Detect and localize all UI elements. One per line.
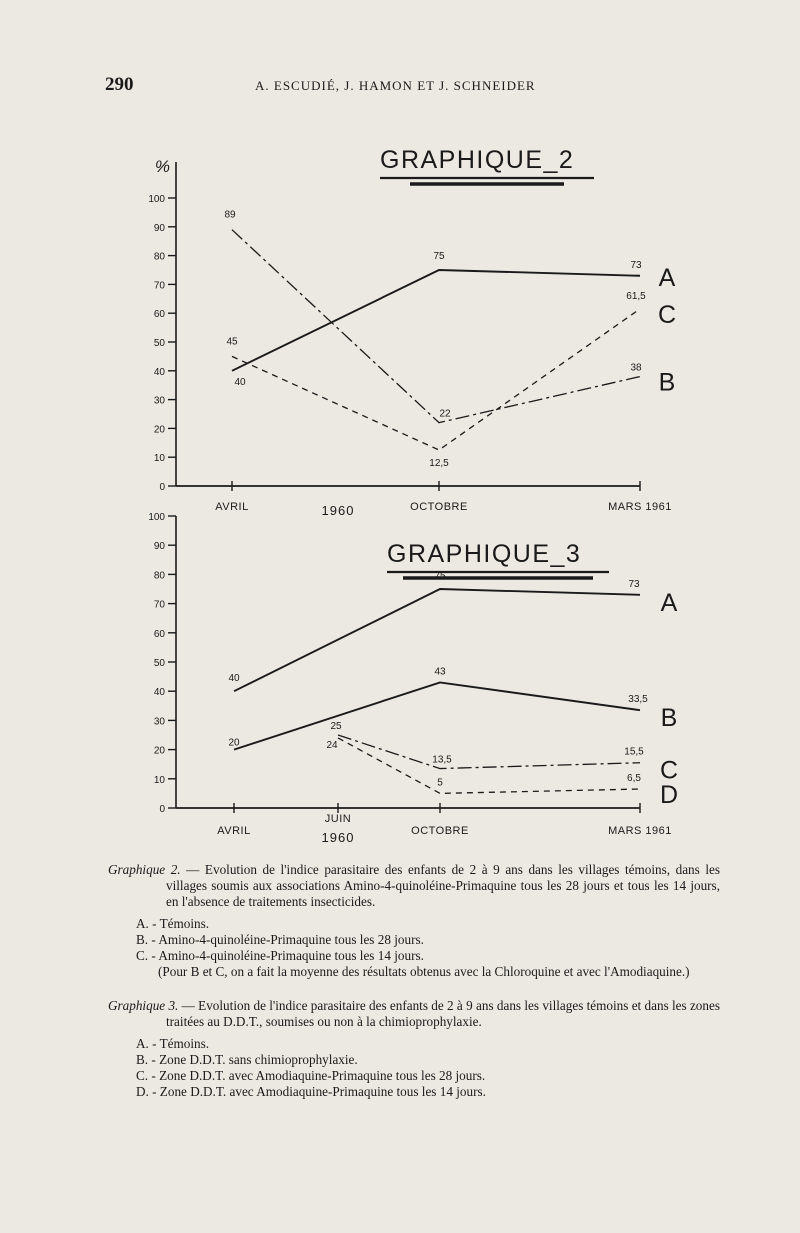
undefined-y-tick-label: 60 [153,628,165,640]
undefined-y-axis-label: % [154,157,170,176]
caption-graphique-3 [108,998,720,1030]
undefined-year-label: 1960 [321,830,355,845]
undefined-data-label: 13,5 [432,754,452,766]
undefined-data-label: 5 [437,777,443,789]
caption-2-text: — Evolution de l'indice parasitaire des enfants de 2 à 9 ans dans les villages témoins, dans les villages soumis aux associations Amino-4-quinoléine-Primaquine tous les 28 jours et tous les 14 jours, en l'absence de traitements insecticides. [166,862,720,909]
running-head: A. ESCUDIÉ, J. HAMON ET J. SCHNEIDER [255,78,536,93]
caption-3-legend [108,1036,720,1100]
caption-3-text: — Evolution de l'indice parasitaire des enfants de 2 à 9 ans dans les villages témoins et dans les zones traitées au D.D.T., soumises ou non à la chimioprophylaxie. [166,998,720,1029]
undefined-data-label: 45 [226,336,238,348]
undefined-y-tick-label: 20 [153,745,165,757]
undefined-y-tick-label: 80 [153,570,165,582]
undefined-y-tick-label: 80 [153,251,165,263]
caption-3-label: Graphique 3. [108,998,179,1013]
undefined-data-label: 40 [228,673,240,685]
undefined-series-c-name: C [657,300,677,329]
undefined-data-label: 15,5 [624,746,644,758]
undefined-y-tick-label: 100 [148,512,165,523]
caption-2-label: Graphique 2. [108,862,181,877]
undefined-x-tick-label: MARS 1961 [608,825,672,837]
undefined-series-d-line [338,738,640,793]
undefined-data-label: 75 [433,251,445,262]
undefined-y-tick-label: 30 [153,395,165,407]
undefined-series-b-name: B [658,368,676,397]
undefined-series-b-line [234,682,640,749]
undefined-x-tick-label: OCTOBRE [410,501,468,513]
undefined-y-tick-label: 100 [148,194,165,205]
undefined-y-tick-label: 40 [153,687,165,699]
page-number: 290 [105,74,134,95]
undefined-x-tick-label: JUIN [324,813,352,825]
undefined-y-tick-label: 90 [153,222,165,234]
undefined-y-tick-label: 50 [153,338,165,349]
undefined-data-label: 6,5 [627,773,641,785]
undefined-series-c-name: C [659,756,679,785]
undefined-title: GRAPHIQUE_3 [387,540,582,568]
undefined-title: GRAPHIQUE_2 [380,146,575,174]
undefined-data-label: 75 [434,571,446,582]
undefined-y-tick-label: 60 [153,309,165,321]
undefined-year-label: 1960 [321,503,355,518]
caption-3-item-a: A. - Témoins. [136,1036,210,1051]
undefined-y-tick-label: 50 [153,658,165,669]
caption-3-item-c: C. - Zone D.D.T. avec Amodiaquine-Primaquine tous les 28 jours. [136,1068,486,1083]
undefined-y-tick-label: 20 [153,424,165,436]
undefined-data-label: 43 [434,666,446,678]
undefined-y-tick-label: 90 [153,541,165,553]
undefined-x-tick-label: OCTOBRE [411,825,469,837]
caption-graphique-2 [108,862,720,910]
caption-3-item-b: B. - Zone D.D.T. sans chimioprophylaxie. [136,1052,358,1067]
undefined-data-label: 73 [628,578,640,590]
caption-2-note: (Pour B et C, on a fait la moyenne des résultats obtenus avec la Chloroquine et avec l'Amodiaquine.) [158,964,690,979]
undefined-data-label: 33,5 [628,694,648,706]
undefined-data-label: 38 [630,362,642,374]
undefined-data-label: 61,5 [626,290,646,302]
undefined-series-d-name: D [659,781,679,810]
undefined-x-tick-label: AVRIL [217,825,251,837]
undefined-y-tick-label: 10 [153,774,165,786]
undefined-y-tick-label: 70 [153,280,165,292]
undefined-x-tick-label: AVRIL [215,501,249,513]
caption-graphique-3-block [108,998,720,1100]
caption-2-item-c: C. - Amino-4-quinoléine-Primaquine tous les 14 jours. [136,948,424,963]
undefined-y-tick-label: 30 [153,716,165,728]
undefined-series-a-name: A [660,588,678,617]
undefined-data-label: 12,5 [429,458,449,469]
caption-2-item-b: B. - Amino-4-quinoléine-Primaquine tous les 28 jours. [136,932,424,947]
undefined-y-tick-label: 40 [153,366,165,378]
undefined-data-label: 24 [326,739,338,751]
caption-2-legend [108,916,720,964]
undefined-x-tick-label: MARS 1961 [608,501,672,513]
figure-captions [108,862,720,1100]
undefined-data-label: 25 [330,721,342,732]
caption-3-item-d: D. - Zone D.D.T. avec Amodiaquine-Primaquine tous les 14 jours. [136,1084,486,1099]
undefined-series-c-line [338,735,640,769]
undefined-y-tick-label: 10 [153,453,165,465]
undefined-series-b-name: B [660,704,678,733]
undefined-data-label: 40 [234,376,246,388]
undefined-data-label: 20 [228,737,240,749]
undefined-y-tick-label: 0 [159,482,165,493]
undefined-y-tick-label: 70 [153,599,165,611]
undefined-data-label: 89 [224,209,236,221]
undefined-data-label: 22 [439,408,451,420]
undefined-data-label: 73 [630,259,642,271]
caption-2-item-a: A. - Témoins. [136,916,210,931]
undefined-y-tick-label: 0 [159,804,165,815]
undefined-series-a-name: A [658,263,676,292]
